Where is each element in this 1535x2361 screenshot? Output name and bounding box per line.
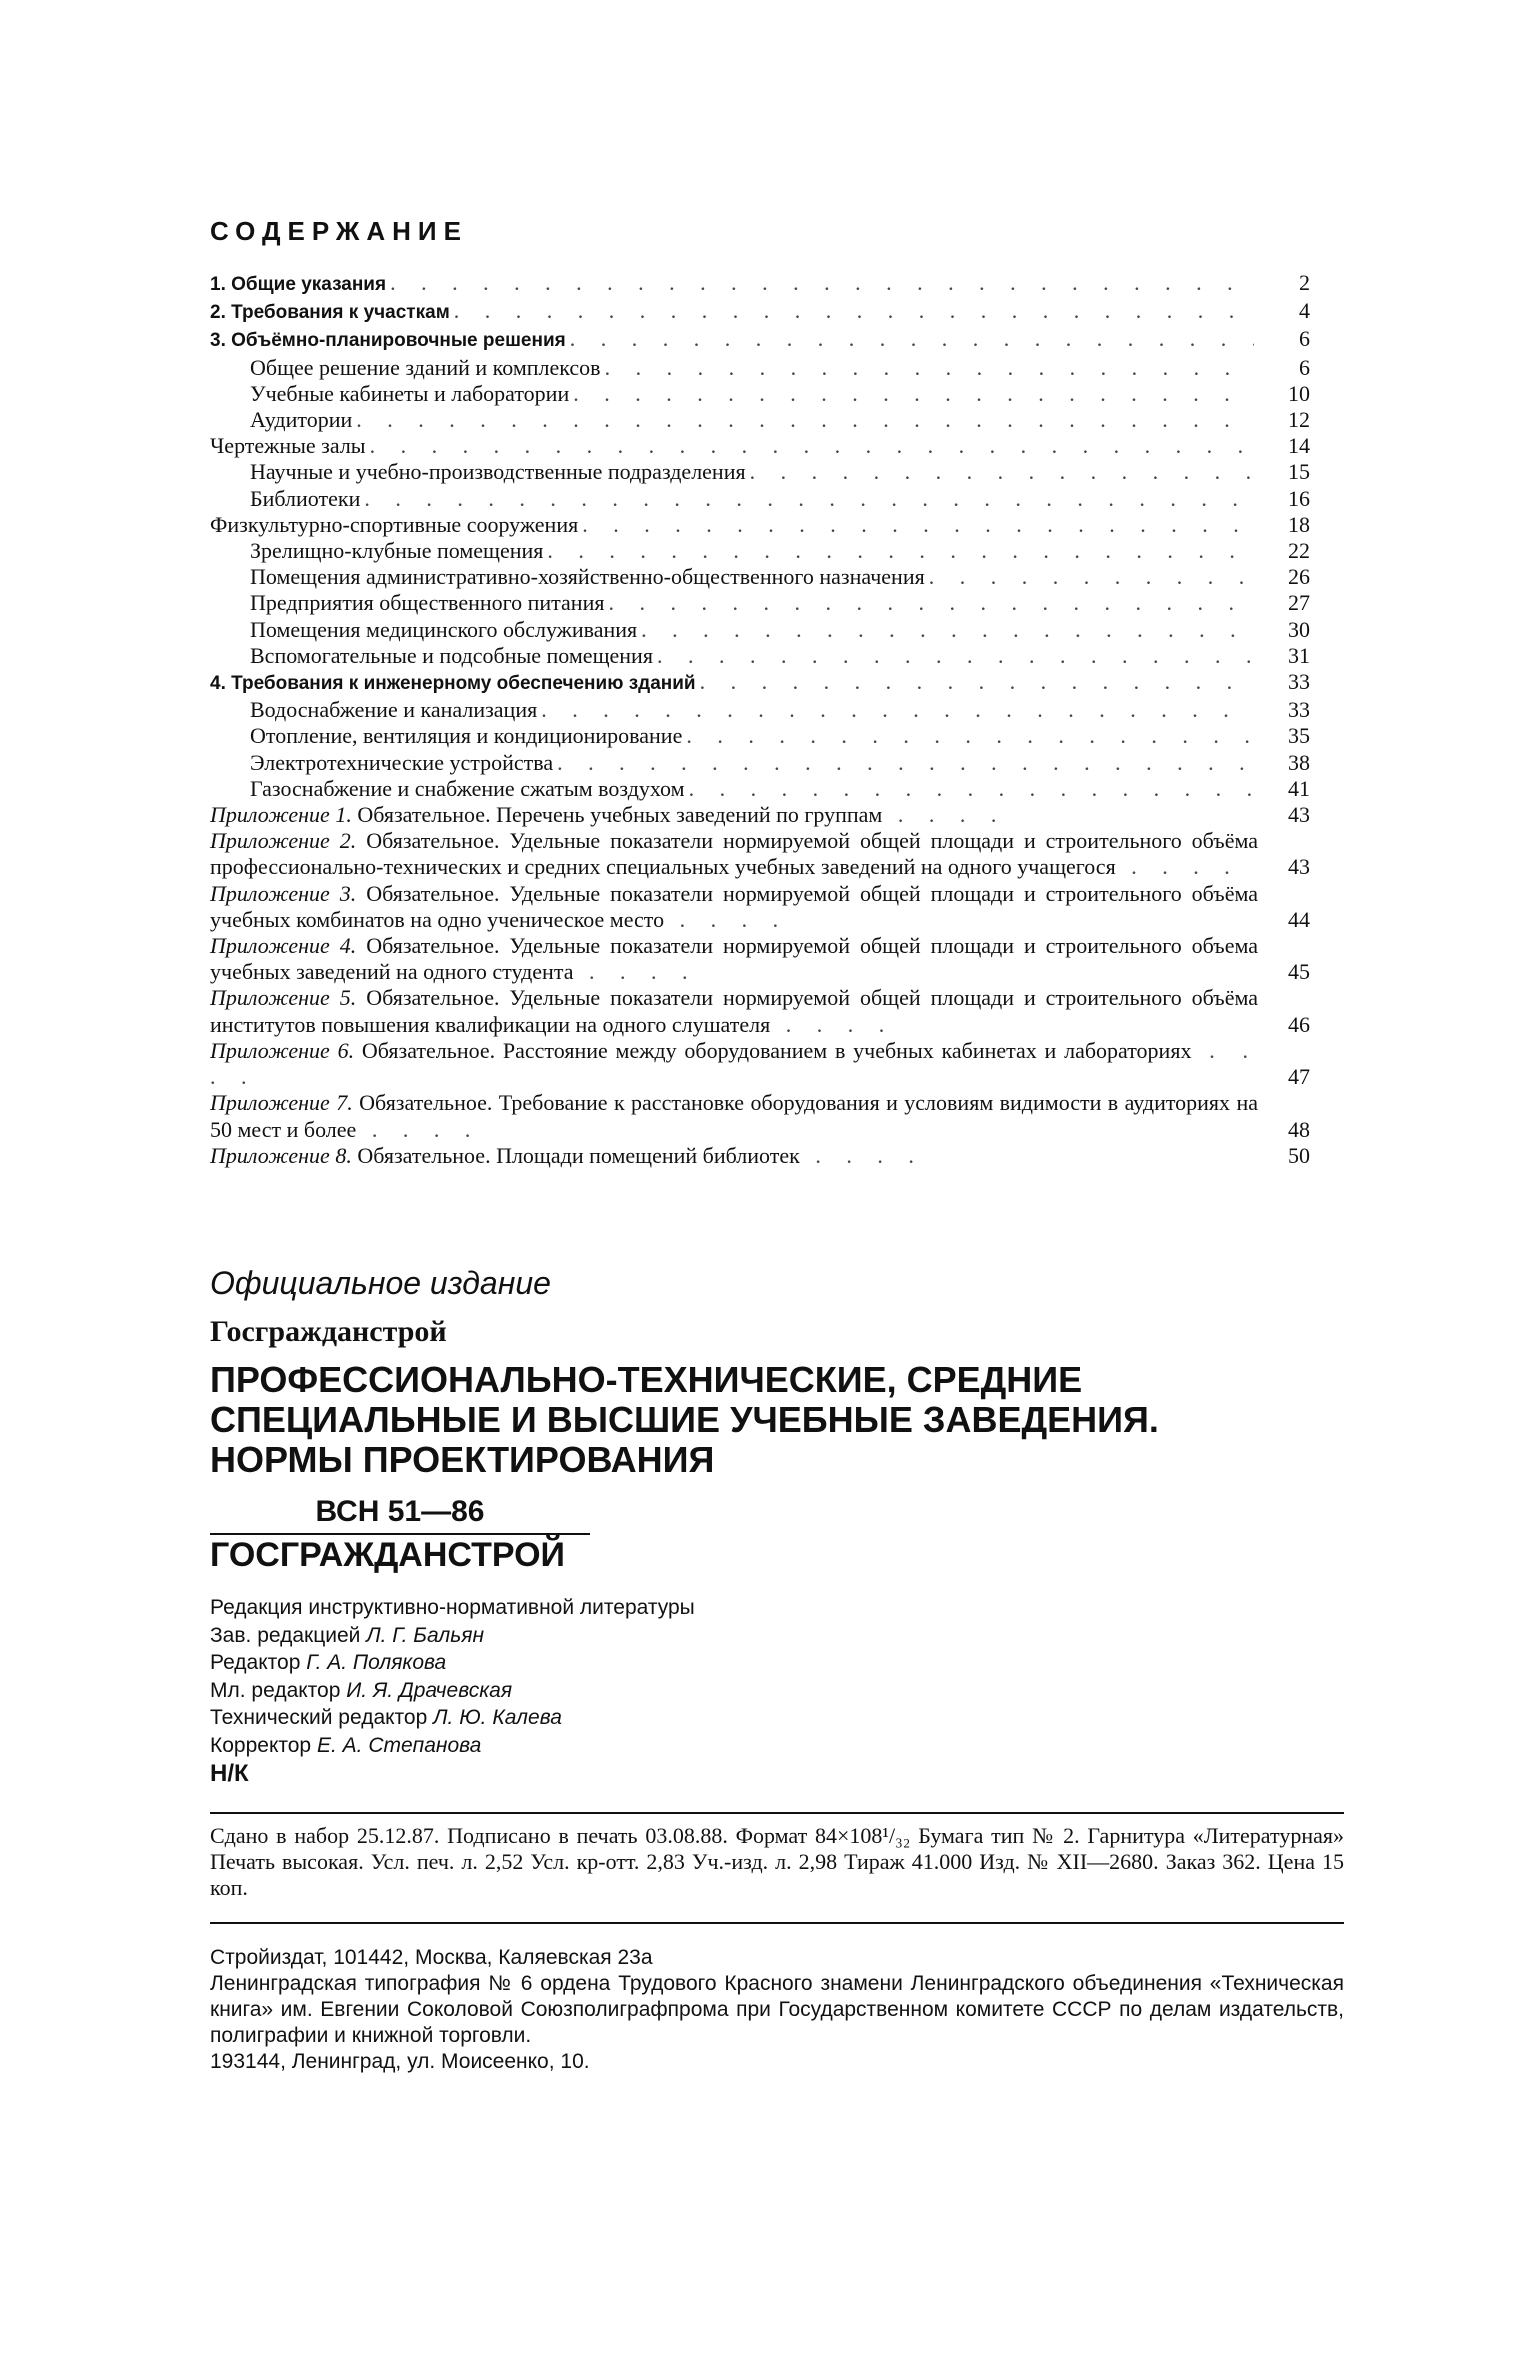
toc-entry-label: Вспомогательные и подсобные помещения <box>250 642 653 668</box>
toc-entry-label: Электротехнические устройства <box>250 749 554 775</box>
leader-dots <box>582 512 1254 538</box>
toc-entry-page: 33 <box>1288 669 1310 695</box>
toc-entry-label: Библиотеки <box>250 485 361 511</box>
toc-entry-label: 2. Требования к участкам <box>210 302 450 324</box>
publisher-name: Госгражданстрой <box>210 1315 447 1348</box>
toc-entry-label: Учебные кабинеты и лаборатории <box>250 380 570 406</box>
toc-appendix-entry <box>210 828 1310 880</box>
printer-info <box>210 1945 1344 2075</box>
toc-entry <box>210 433 1310 459</box>
toc-appendix-entry <box>210 1090 1310 1142</box>
leader-dots <box>573 381 1254 407</box>
leader-dots <box>641 617 1254 643</box>
leader-dots <box>700 669 1254 695</box>
toc-entry-page: 4 <box>1299 298 1310 324</box>
leader-dots <box>547 538 1254 564</box>
toc-entry-page: 16 <box>1288 485 1310 511</box>
leader-dots <box>557 750 1254 776</box>
toc-entry-label: 1. Общие указания <box>210 274 387 295</box>
toc-entry-label: Чертежные залы <box>210 433 366 459</box>
toc-entry <box>210 326 1310 354</box>
toc-entry-label: Предприятия общественного питания <box>250 590 605 616</box>
appendix-page: 44 <box>1288 906 1310 932</box>
leader-dots: . . . . <box>1115 854 1240 880</box>
staff-line <box>210 1622 695 1650</box>
toc-appendix-entry <box>210 881 1310 933</box>
toc-appendix-entry <box>210 1143 1310 1169</box>
document-title <box>210 1360 1310 1480</box>
appendix-page: 48 <box>1288 1116 1310 1142</box>
appendix-page: 50 <box>1288 1142 1310 1168</box>
staff-role: Мл. редактор <box>210 1678 341 1702</box>
toc-entry-label: Помещения административно-хозяйственно-общественного назначения <box>250 564 925 590</box>
appendix-page: 47 <box>1288 1064 1310 1090</box>
staff-line <box>210 1677 695 1705</box>
editorial-staff <box>210 1594 695 1759</box>
toc-entry-page: 22 <box>1288 538 1310 564</box>
appendix-number: Приложение 3. <box>210 880 357 906</box>
toc-entry-page: 6 <box>1299 354 1310 380</box>
leader-dots: . . . . <box>770 1011 895 1037</box>
toc-entry <box>210 697 1310 723</box>
nk-mark: Н/К <box>210 1760 249 1787</box>
toc-entry-page: 41 <box>1288 775 1310 801</box>
title-line: ПРОФЕССИОНАЛЬНО-ТЕХНИЧЕСКИЕ, СРЕДНИЕ <box>210 1359 1083 1400</box>
staff-name: Г. А. Полякова <box>306 1651 447 1674</box>
toc-entry <box>210 538 1310 564</box>
imprint-details: Сдано в набор 25.12.87. Подписано в печать 03.08.88. Формат 84×108¹/₃₂ Бумага тип № 2. Гарнитура «Литературная» Печать высокая. Усл. печ. л. 2,52 Усл. кр-отт. 2,83 Уч.-изд. л. 2,98 Тираж 41.000 Изд. № XII—2680. Заказ 362. Цена 15 коп. <box>210 1823 1344 1900</box>
leader-dots <box>689 776 1254 802</box>
leader-dots: . . . . <box>356 1116 481 1142</box>
toc-entry-page: 6 <box>1299 326 1310 352</box>
toc-entry-label: Общее решение зданий и комплексов <box>250 354 601 380</box>
staff-role: Редакция инструктивно-нормативной литературы <box>210 1596 695 1619</box>
title-line: НОРМЫ ПРОЕКТИРОВАНИЯ <box>210 1439 715 1480</box>
title-line: СПЕЦИАЛЬНЫЕ И ВЫСШИЕ УЧЕБНЫЕ ЗАВЕДЕНИЯ. <box>210 1399 1159 1440</box>
toc-entry <box>210 270 1310 298</box>
staff-name: Л. Г. Бальян <box>366 1623 485 1647</box>
toc-appendix-entry <box>210 985 1310 1037</box>
toc-entry <box>210 381 1310 407</box>
toc-entry-page: 2 <box>1299 270 1310 295</box>
appendix-title: Обязательное. Требование к расстановке оборудования и условиям видимости в аудиториях на 50 мест и более <box>210 1090 1259 1142</box>
leader-dots <box>370 433 1254 459</box>
leader-dots <box>541 697 1254 723</box>
toc-entry <box>210 750 1310 776</box>
leader-dots <box>605 355 1254 381</box>
leader-dots <box>390 270 1254 296</box>
appendix-number: Приложение 5. <box>210 985 357 1011</box>
appendix-page: 43 <box>1288 802 1310 828</box>
leader-dots: . . . . <box>799 1142 924 1168</box>
toc-entry-page: 31 <box>1288 642 1310 668</box>
leader-dots <box>929 564 1254 590</box>
toc-entry <box>210 407 1310 433</box>
appendix-number: Приложение 1. <box>210 802 352 828</box>
toc-entry-page: 26 <box>1288 564 1310 590</box>
toc-entry <box>210 776 1310 802</box>
toc-entry-label: Физкультурно-спортивные сооружения <box>210 511 579 537</box>
toc-entry-label: 4. Требования к инженерному обеспечению зданий <box>210 673 696 695</box>
staff-role: Корректор <box>210 1733 312 1757</box>
toc-entry <box>210 298 1310 326</box>
appendix-page: 45 <box>1288 959 1310 985</box>
toc-entry-label: 3. Объёмно-планировочные решения <box>210 330 566 352</box>
appendix-title: Обязательное. Удельные показатели нормируемой общей площади и строительного объёма институтов повышения квалификации на одного слушателя <box>210 985 1258 1037</box>
toc-appendix-entry <box>210 802 1310 828</box>
staff-line <box>210 1732 695 1760</box>
toc-entry-page: 30 <box>1288 616 1310 642</box>
toc-entry-label: Водоснабжение и канализация <box>250 697 538 723</box>
divider <box>210 1922 1344 1924</box>
leader-dots <box>454 298 1254 324</box>
toc-entry <box>210 590 1310 616</box>
appendix-number: Приложение 2. <box>210 828 357 854</box>
toc-entry-page: 15 <box>1288 459 1310 485</box>
printer-address: 193144, Ленинград, ул. Моисеенко, 10. <box>210 2050 590 2073</box>
appendix-number: Приложение 7. <box>210 1090 353 1116</box>
toc-entry-label: Аудитории <box>250 407 353 433</box>
toc-entry <box>210 355 1310 381</box>
toc-entry-page: 33 <box>1288 697 1310 723</box>
toc-entry-page: 27 <box>1288 590 1310 616</box>
leader-dots: . . . . <box>664 906 789 932</box>
appendix-number: Приложение 8. <box>210 1142 352 1168</box>
staff-name: Е. А. Степанова <box>316 1733 482 1757</box>
toc-entry <box>210 723 1310 749</box>
leader-dots <box>657 643 1254 669</box>
leader-dots <box>750 459 1254 485</box>
toc-entry-page: 35 <box>1288 723 1310 749</box>
toc-entry-label: Научные и учебно-производственные подразделения <box>250 459 746 485</box>
toc-heading: СОДЕРЖАНИЕ <box>210 216 468 246</box>
toc-entry-label: Зрелищно-клубные помещения <box>250 538 544 564</box>
official-edition-label: Официальное издание <box>210 1265 551 1301</box>
staff-line <box>210 1649 695 1677</box>
toc-entry-page: 38 <box>1288 749 1310 775</box>
toc-entry-page: 18 <box>1288 511 1310 537</box>
appendix-page: 46 <box>1288 1011 1310 1037</box>
appendix-title: Обязательное. Удельные показатели нормируемой общей площади и строительного объема учебных заведений на одного студента <box>210 933 1258 985</box>
toc-entry <box>210 512 1310 538</box>
staff-name: И. Я. Драчевская <box>346 1678 513 1702</box>
appendix-title: Обязательное. Площади помещений библиотек <box>357 1142 800 1168</box>
toc-entry <box>210 459 1310 485</box>
publisher-address: Стройиздат, 101442, Москва, Каляевская 23а <box>210 1946 653 1969</box>
leader-dots <box>364 486 1254 512</box>
toc-entry-label: Помещения медицинского обслуживания <box>250 616 638 642</box>
toc-appendix-entry <box>210 933 1310 985</box>
toc-entry <box>210 564 1310 590</box>
leader-dots <box>608 590 1254 616</box>
toc-entry-label: Отопление, вентиляция и кондиционирование <box>250 723 683 749</box>
appendix-page: 43 <box>1288 854 1310 880</box>
toc-entry-page: 12 <box>1288 407 1310 433</box>
printer-description: Ленинградская типография № 6 ордена Трудового Красного знамени Ленинградского объединения «Техническая книга» им. Евгении Соколовой Союзполиграфпрома при Государственном комитете СССР по делам издательств, полиграфии и книжной торговли. <box>210 1972 1344 2047</box>
leader-dots <box>570 326 1254 352</box>
appendix-number: Приложение 4. <box>210 933 357 959</box>
toc-entry <box>210 669 1310 697</box>
appendix-title: Обязательное. Перечень учебных заведений по группам <box>357 802 883 828</box>
leader-dots: . . . . <box>210 1037 1259 1090</box>
code-organization: ГОСГРАЖДАНСТРОЙ <box>210 1536 565 1574</box>
leader-dots: . . . . <box>573 959 698 985</box>
toc-entry-page: 10 <box>1288 380 1310 406</box>
toc-entry <box>210 617 1310 643</box>
document-page <box>210 0 1344 2361</box>
toc-appendix-entry <box>210 1038 1310 1090</box>
appendix-number: Приложение 6. <box>210 1037 355 1063</box>
toc-entry <box>210 486 1310 512</box>
staff-role: Зав. редакцией <box>210 1623 361 1647</box>
staff-name: Л. Ю. Калева <box>433 1706 562 1729</box>
toc-entry-page: 14 <box>1288 433 1310 459</box>
toc-entry <box>210 643 1310 669</box>
appendix-title: Обязательное. Удельные показатели нормируемой общей площади и строительного объёма учебных комбинатов на одно ученическое место <box>210 880 1258 932</box>
leader-dots <box>356 407 1254 433</box>
leader-dots: . . . . <box>882 802 1007 828</box>
divider <box>210 1812 1344 1814</box>
appendix-title: Обязательное. Расстояние между оборудованием в учебных кабинетах и лабораториях <box>361 1037 1192 1063</box>
document-code: ВСН 51—86 <box>210 1495 590 1535</box>
staff-role: Технический редактор <box>210 1706 428 1729</box>
leader-dots <box>686 723 1254 749</box>
staff-line <box>210 1704 695 1732</box>
table-of-contents <box>210 270 1310 1169</box>
staff-line <box>210 1594 695 1622</box>
staff-role: Редактор <box>210 1651 301 1674</box>
appendix-title: Обязательное. Удельные показатели нормируемой общей площади и строительного объёма профессионально-технических и средних специальных учебных заведений на одного учащегося <box>210 828 1258 880</box>
toc-entry-label: Газоснабжение и снабжение сжатым воздухом <box>250 775 685 801</box>
